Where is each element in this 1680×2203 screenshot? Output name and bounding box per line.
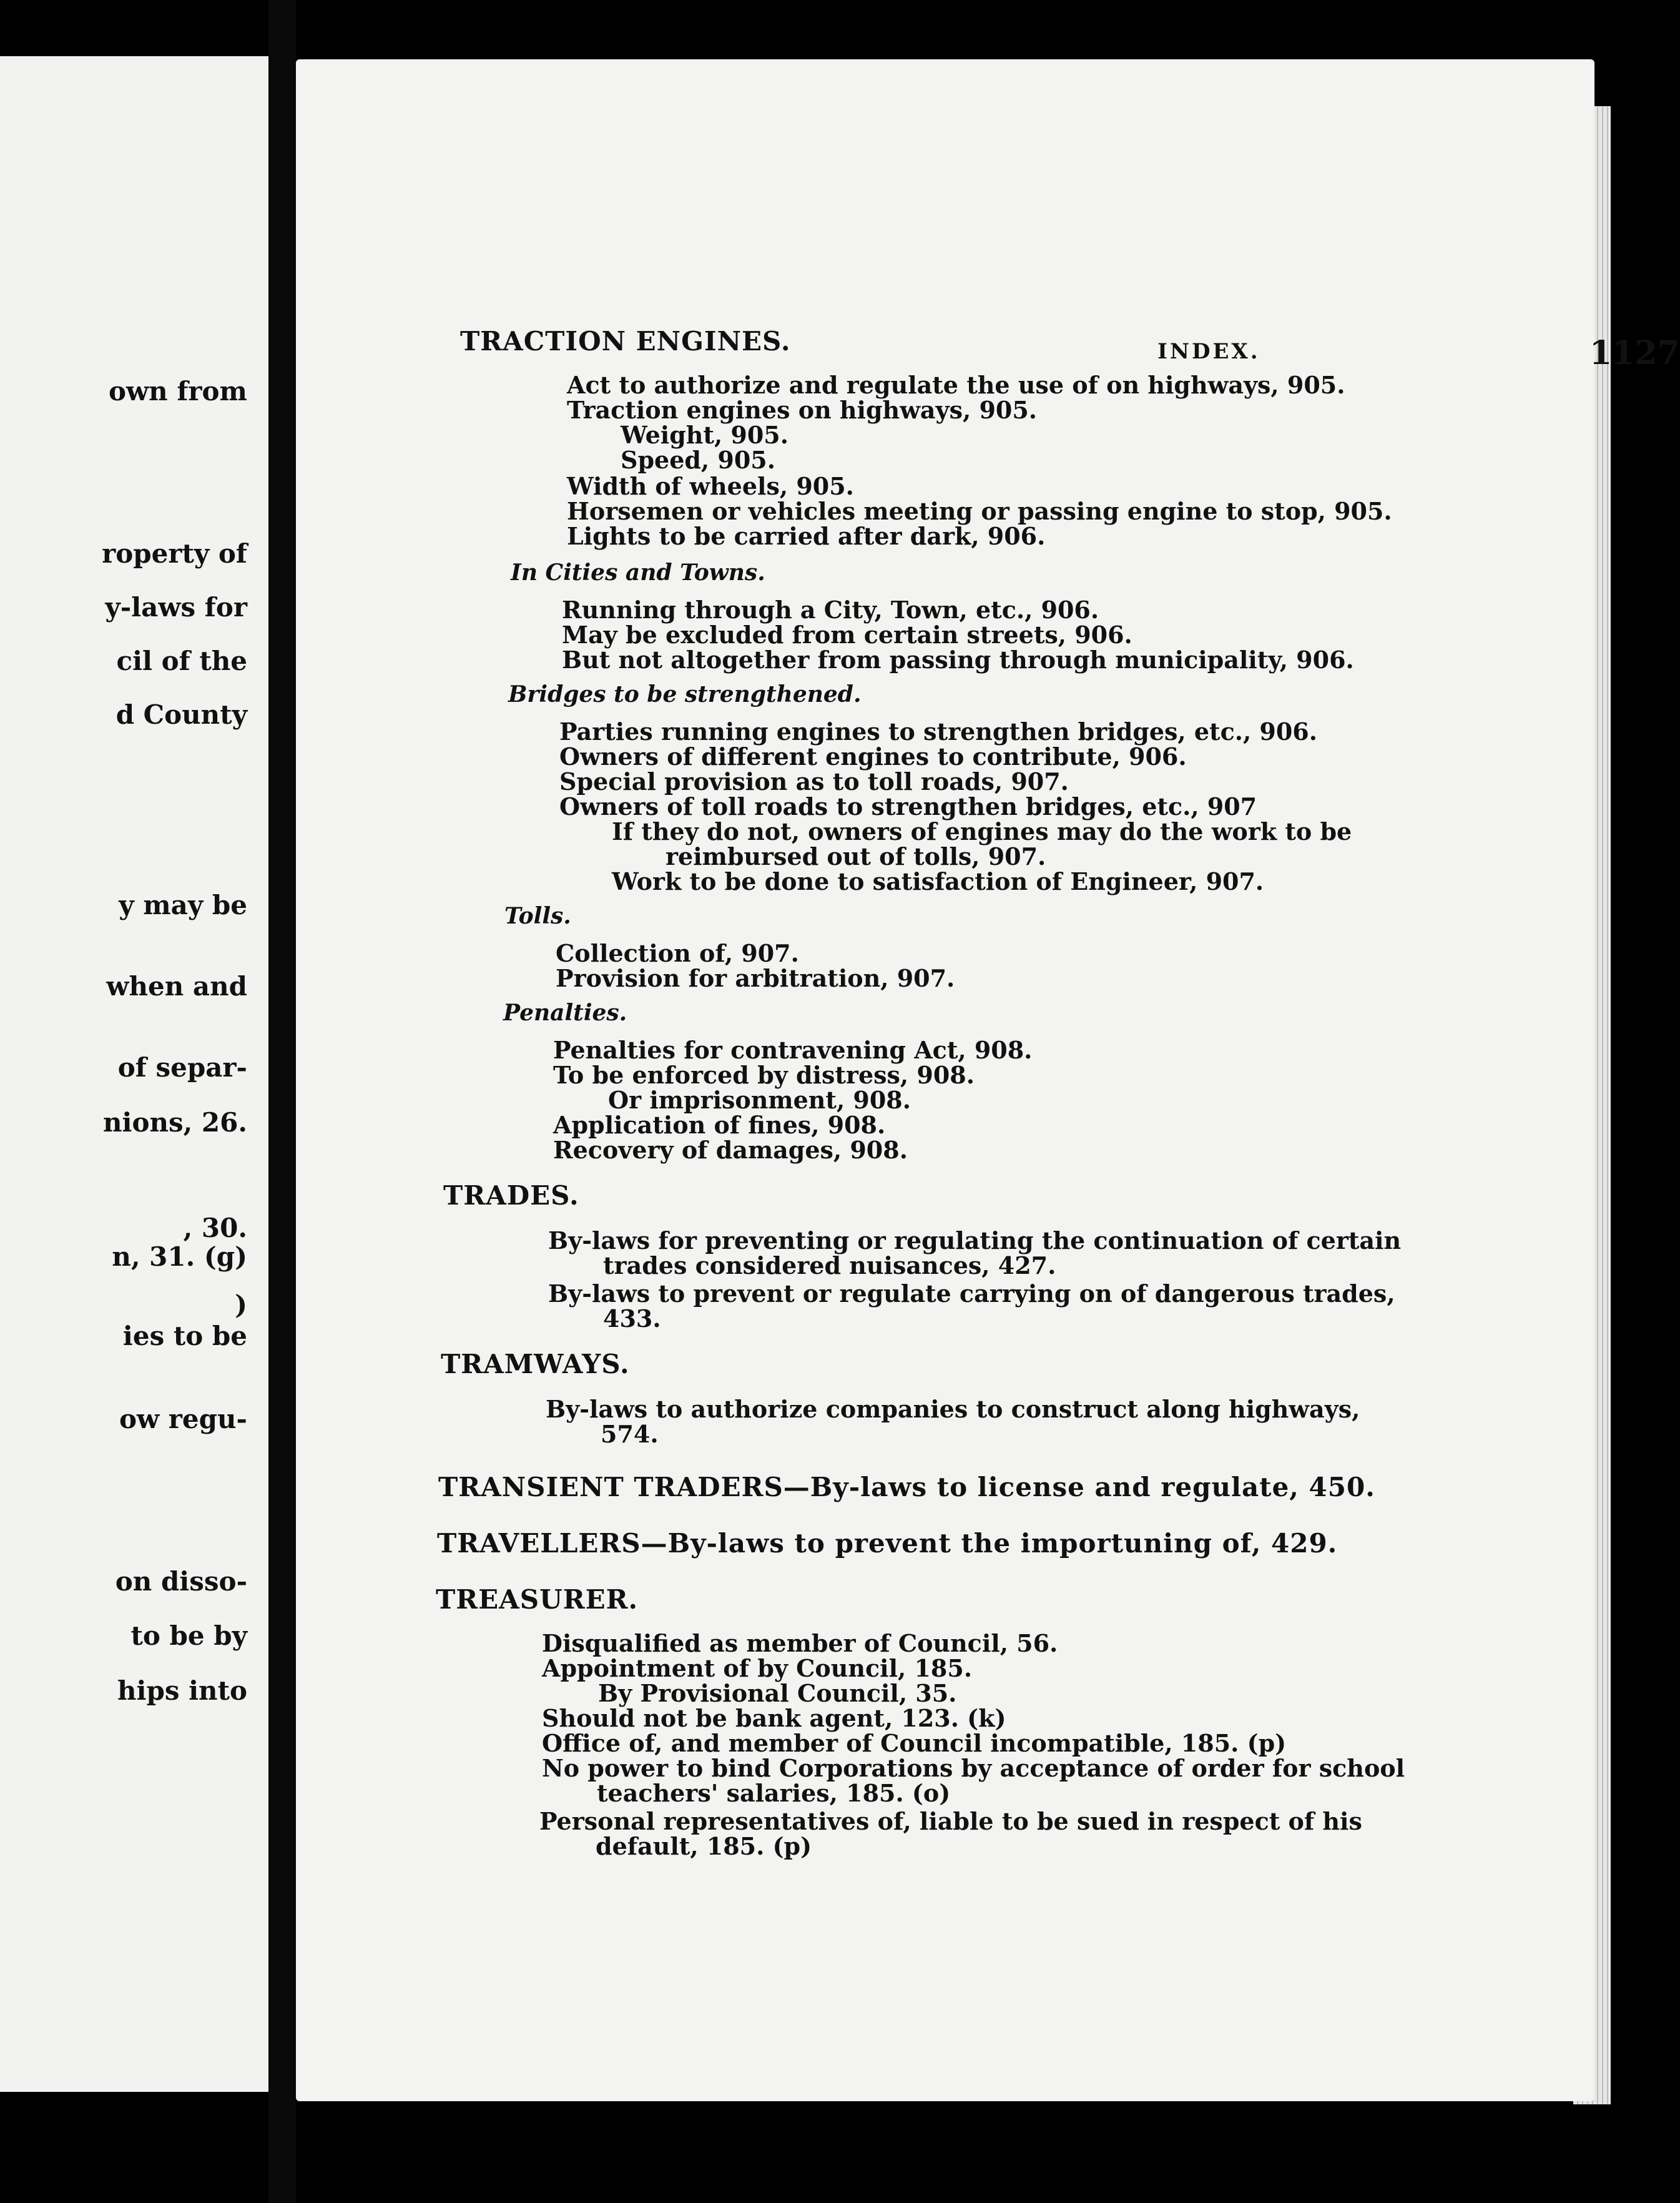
entry-line: Owners of different engines to contribute, 906. — [559, 742, 1187, 771]
entry-line: Speed, 905. — [621, 446, 775, 474]
entry-line: Traction engines on highways, 905. — [567, 396, 1038, 424]
entry-line: But not altogether from passing through municipality, 906. — [562, 646, 1354, 674]
entry-heading: TRACTION ENGINES. — [460, 326, 791, 357]
left-page-fragment: y may be — [119, 890, 247, 920]
left-page-fragment: ow regu- — [119, 1404, 247, 1434]
entry-line: If they do not, owners of engines may do the work to be — [612, 817, 1352, 845]
entry-line: Horsemen or vehicles meeting or passing engine to stop, 905. — [567, 497, 1392, 525]
entry-line: Or imprisonment, 908. — [608, 1086, 911, 1114]
entry-subheading: Tolls. — [504, 903, 571, 929]
entry-line: By-laws for preventing or regulating the continuation of certain — [548, 1226, 1402, 1254]
entry-line: Width of wheels, 905. — [567, 472, 854, 500]
left-page-fragment: nions, 26. — [103, 1107, 247, 1138]
entry-line: Disqualified as member of Council, 56. — [542, 1629, 1058, 1657]
running-title: INDEX. — [1157, 339, 1260, 364]
left-page-fragment: own from — [109, 376, 247, 407]
left-page-fragment: on disso- — [115, 1566, 247, 1597]
entry-line: By-laws to authorize companies to construct along highways, — [546, 1395, 1360, 1423]
previous-page — [0, 56, 270, 2092]
left-page-fragment: ) — [235, 1289, 247, 1320]
entry-line: Running through a City, Town, etc., 906. — [562, 596, 1099, 624]
entry-line: Appointment of by Council, 185. — [542, 1654, 973, 1682]
entry-line: Weight, 905. — [621, 421, 788, 449]
entry-subheading: In Cities and Towns. — [511, 559, 765, 586]
left-page-fragment: , 30. — [183, 1213, 247, 1243]
left-page-fragment: d County — [115, 699, 247, 730]
entry-heading: TRADES. — [443, 1180, 579, 1211]
entry-heading: TRAMWAYS. — [441, 1349, 630, 1379]
entry-line: Provision for arbitration, 907. — [556, 964, 955, 992]
entry-line: No power to bind Corporations by acceptance of order for school — [542, 1754, 1405, 1782]
entry-line: 433. — [603, 1304, 661, 1333]
entry-line: Office of, and member of Council incompatible, 185. (p) — [542, 1729, 1287, 1757]
page-number: 1127 — [1589, 334, 1680, 372]
entry-line: To be enforced by distress, 908. — [553, 1061, 975, 1089]
entry-line: Personal representatives of, liable to be sued in respect of his — [539, 1807, 1362, 1835]
entry-line: Lights to be carried after dark, 906. — [567, 522, 1046, 550]
entry-line: trades considered nuisances, 427. — [603, 1251, 1056, 1279]
entry-line: default, 185. (p) — [596, 1832, 812, 1860]
entry-heading: TREASURER. — [436, 1584, 639, 1615]
left-page-fragment: y-laws for — [105, 592, 247, 623]
left-page-fragment: roperty of — [102, 538, 247, 569]
book-gutter — [268, 0, 296, 2203]
entry-line: Should not be bank agent, 123. (k) — [542, 1704, 1006, 1732]
entry-subheading: Penalties. — [503, 1000, 627, 1026]
left-page-fragment: to be by — [130, 1620, 247, 1651]
left-page-fragment: of separ- — [117, 1052, 247, 1083]
entry-line: Special provision as to toll roads, 907. — [559, 767, 1069, 796]
left-page-fragment: when and — [106, 971, 247, 1002]
entry-line: Penalties for contravening Act, 908. — [553, 1036, 1033, 1064]
entry-line: 574. — [601, 1420, 659, 1448]
entry-line: Application of fines, 908. — [553, 1111, 886, 1139]
entry-line: Work to be done to satisfaction of Engineer, 907. — [612, 867, 1264, 895]
entry-heading: TRAVELLERS—By-laws to prevent the importuning of, 429. — [437, 1528, 1338, 1559]
entry-line: Act to authorize and regulate the use of on highways, 905. — [567, 371, 1345, 399]
entry-line: Recovery of damages, 908. — [553, 1136, 908, 1164]
left-page-fragment: n, 31. (g) — [112, 1241, 247, 1272]
entry-line: teachers' salaries, 185. (o) — [597, 1779, 951, 1807]
left-page-fragment: cil of the — [116, 646, 247, 676]
entry-line: By-laws to prevent or regulate carrying on of dangerous trades, — [548, 1279, 1395, 1308]
left-page-fragment: hips into — [117, 1675, 247, 1706]
entry-heading: TRANSIENT TRADERS—By-laws to license and regulate, 450. — [438, 1472, 1375, 1502]
entry-line: By Provisional Council, 35. — [598, 1679, 957, 1707]
entry-line: Parties running engines to strengthen bridges, etc., 906. — [559, 717, 1317, 746]
entry-line: reimbursed out of tolls, 907. — [666, 842, 1046, 870]
entry-line: Owners of toll roads to strengthen bridges, etc., 907 — [559, 792, 1257, 821]
entry-line: May be excluded from certain streets, 906. — [562, 621, 1132, 649]
entry-line: Collection of, 907. — [556, 939, 799, 967]
left-page-fragment: ies to be — [122, 1321, 247, 1351]
index-page — [296, 59, 1680, 2101]
entry-subheading: Bridges to be strengthened. — [508, 681, 862, 707]
